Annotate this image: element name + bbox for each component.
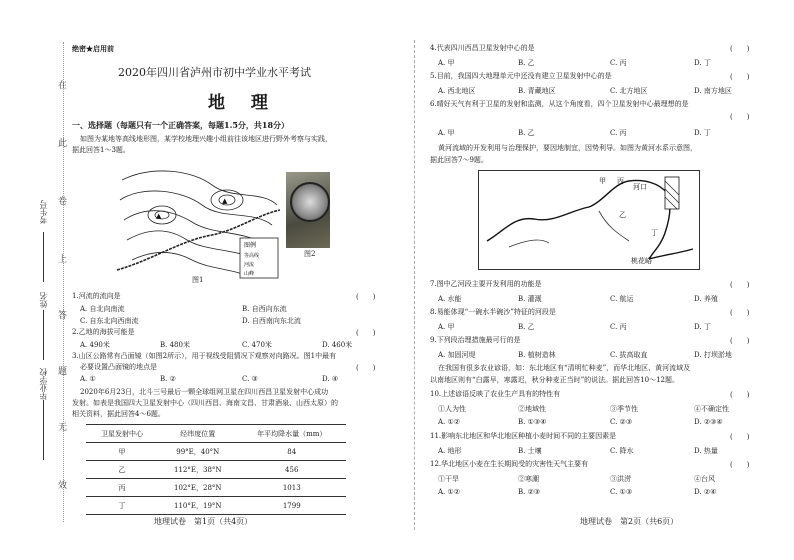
option: A. 甲 [438, 59, 455, 67]
question-10: 10.上述谚语反映了农业生产具有的特性有 [430, 390, 561, 398]
option: B. ②③ [518, 488, 541, 496]
option: C. 降水 [610, 447, 634, 455]
answer-paren: ( ) [730, 281, 750, 289]
option: ①干旱 [438, 475, 459, 483]
passage-line: 相关资料，据此回答4～6题。 [72, 410, 165, 418]
river-label-hekou: 河口 [633, 183, 647, 191]
svg-text:▲: ▲ [156, 212, 162, 220]
option: B. 乙 [518, 59, 535, 67]
option: C. ③ [242, 375, 258, 383]
field-line [43, 310, 44, 360]
option: B. 自西向东流 [242, 305, 287, 313]
field-line [43, 232, 44, 282]
option: D. ②③④ [694, 418, 723, 426]
subject-title: 地 理 [208, 93, 278, 113]
seal-char: 效 [58, 481, 68, 491]
answer-paren: ( ) [730, 433, 750, 441]
option: C. 470米 [242, 341, 272, 349]
seal-char: 答 [58, 311, 68, 321]
legend-item: 山峰 [244, 271, 255, 277]
option: D. 养殖 [694, 295, 718, 303]
river-label-jia: 甲 [599, 177, 606, 185]
seal-char: 无 [58, 423, 68, 433]
option: ④台风 [694, 475, 715, 483]
passage-line: 在我国有很多农业谚语，如：东北地区有“清明忙种麦”，而华北地区、黄河流域及 [438, 364, 691, 372]
svg-text:▲: ▲ [222, 197, 228, 205]
intro-line: 据此回答1～3题。 [72, 146, 130, 154]
option: ③季节性 [610, 405, 638, 413]
option: B. 植树造林 [518, 351, 556, 359]
river-line [487, 181, 670, 260]
option: A. 490米 [80, 341, 110, 349]
option: A. 加固河堤 [438, 351, 476, 359]
table-row: 丙 102°E，28°N 1013 [86, 479, 346, 497]
table-header: 经纬度位置 [158, 425, 237, 443]
option: C. 丙 [610, 59, 627, 67]
option: C. ②③ [610, 418, 633, 426]
option: D. 丁 [694, 323, 711, 331]
option: D. 热量 [694, 447, 718, 455]
binding-margin [0, 0, 66, 560]
option: C. 丙 [610, 323, 627, 331]
option: ②地域性 [518, 405, 546, 413]
question-3-cont: 必要设置凸面镜的地点是 [80, 363, 157, 371]
convex-mirror-photo [286, 172, 330, 248]
question-4: 4.代表四川西昌卫星发射中心的是 [430, 44, 535, 52]
answer-paren: ( ) [730, 113, 750, 121]
question-2: 2.乙地的海拔可能是 [72, 328, 135, 336]
river-label-bing: 丙 [617, 177, 624, 185]
option: ④不确定性 [694, 405, 729, 413]
option: ②寒潮 [518, 475, 539, 483]
passage-line: 以南地区则有“白露早，寒露迟，秋分种麦正当时”的说法。据此回答10～12题。 [430, 376, 679, 384]
table-row: 丁 110°E，19°N 1799 [86, 497, 346, 515]
passage-line: 据此回答7～9题。 [430, 156, 488, 164]
answer-paren: ( ) [730, 461, 750, 469]
seal-char: 题 [58, 367, 68, 377]
page-1 [72, 0, 390, 560]
passage-line: 黄河流域的开发利用与治理保护，要因地制宜，因势利导。如图为黄河水系示意图， [438, 144, 697, 152]
option: C. 自东北向西南流 [80, 317, 139, 325]
option: ①人为性 [438, 405, 466, 413]
answer-paren: ( ) [730, 337, 750, 345]
page-divider [414, 40, 415, 530]
seal-line [63, 42, 64, 522]
question-12: 12.华北地区小麦在生长期间受的灾害性天气主要有 [430, 460, 589, 468]
answer-paren: ( ) [730, 45, 750, 53]
seal-char: 此 [58, 139, 68, 149]
fig2-label: 图2 [304, 250, 316, 258]
option: A. 西北地区 [438, 87, 476, 95]
legend-item: 河流 [244, 262, 255, 268]
seal-char: 卷 [58, 197, 68, 207]
option: A. ①② [438, 418, 461, 426]
option: C. 拔高取直 [610, 351, 648, 359]
option: D. 460米 [322, 341, 353, 349]
option: B. ①③④ [518, 418, 547, 426]
option: A. 水能 [438, 295, 462, 303]
contour-map [112, 160, 282, 286]
option: D. 打坝淤地 [694, 351, 732, 359]
option: A. ① [80, 375, 96, 383]
table-row: 乙 112°E，38°N 456 [86, 461, 346, 479]
option: D. ④ [322, 375, 339, 383]
option: B. 青藏地区 [518, 87, 556, 95]
secret-label: 绝密★启用前 [72, 44, 114, 53]
option: B. 乙 [518, 323, 535, 331]
option: C. 航运 [610, 295, 634, 303]
name-label: 姓名 [39, 292, 48, 308]
question-11: 11.影响东北地区和华北地区种植小麦时间不同的主要因素是 [430, 432, 617, 440]
table-row: 甲 99°E，40°N 84 [86, 443, 346, 461]
examinee-number-label: 考生号 [39, 200, 48, 224]
answer-paren: ( ) [730, 391, 750, 399]
section-heading: 一、选择题（每题只有一个正确答案，每题1.5分，共18分） [72, 120, 290, 130]
mirror-icon [290, 182, 330, 222]
passage-line: 2020年6月23日，北斗三号最后一颗全球组网卫星在四川西昌卫星发射中心成功 [80, 388, 329, 396]
option: C. ①③ [610, 488, 633, 496]
satellite-table [86, 424, 346, 515]
option: B. 土壤 [518, 447, 542, 455]
option: B. 灌溉 [518, 295, 542, 303]
option: A. 甲 [438, 129, 455, 137]
option: A. 自北向南流 [80, 305, 125, 313]
answer-paren: ( ) [730, 73, 750, 81]
option: D. ②④ [694, 488, 717, 496]
question-6: 6.晴好天气有利于卫星的发射和监测，从这个角度看，四个卫星发射中心最理想的是 [430, 100, 689, 108]
seal-char: 在 [58, 81, 68, 91]
fig1-label: 图1 [192, 276, 204, 284]
option: B. ② [160, 375, 176, 383]
question-9: 9.下列段治理措施最可行的是 [430, 336, 521, 344]
question-3: 3.山区公路常有凸面镜（如图2所示），用于视线受阻情况下观察对向路况。图1中最有 [72, 352, 337, 360]
legend-title: 图例 [244, 242, 257, 249]
answer-paren: ( ) [356, 293, 376, 301]
exam-title: 2020年四川省泸州市初中学业水平考试 [118, 66, 311, 79]
option: A. ①② [438, 488, 461, 496]
seal-char: 上 [58, 255, 68, 265]
table-header: 年平均降水量（mm） [237, 425, 346, 443]
page-2 [430, 0, 775, 560]
river-label-ding: 丁 [651, 229, 658, 237]
option: D. 自西南向东北流 [242, 317, 301, 325]
option: B. 乙 [518, 129, 535, 137]
answer-paren: ( ) [356, 329, 376, 337]
answer-paren: ( ) [356, 364, 376, 372]
option: B. 480米 [160, 341, 190, 349]
footer-left: 地理试卷 第1页（共4页） [154, 517, 253, 526]
option: D. 南方地区 [694, 87, 732, 95]
question-5: 5.目前，我国四大地理单元中还没有建立卫星发射中心的是 [430, 72, 612, 80]
river-label-taohuayu: 桃花峪 [631, 257, 652, 265]
table-header: 卫星发射中心 [86, 425, 158, 443]
river-label-yi: 乙 [619, 211, 626, 219]
option: A. 地形 [438, 447, 462, 455]
option: C. 丙 [610, 129, 627, 137]
option: C. 北方地区 [610, 87, 648, 95]
passage-line: 发射。如表是我国四大卫星发射中心（四川西昌、海南文昌、甘肃酒泉、山西太原）的 [72, 399, 338, 407]
option: A. 甲 [438, 323, 455, 331]
question-1: 1.河流的流向是 [72, 292, 121, 300]
option: ③洪涝 [610, 475, 631, 483]
field-line [43, 400, 44, 460]
option: D. 丁 [694, 129, 711, 137]
legend-item: 等高线 [244, 253, 260, 259]
option: D. 丁 [694, 59, 711, 67]
school-label: 毕业学校 [39, 368, 48, 400]
intro-line: 如图为某地等高线地形图，某学校地理兴趣小组前往该地区进行野外考察与实践， [80, 135, 332, 143]
answer-paren: ( ) [730, 309, 750, 317]
question-8: 8.易能体现“一碗水半碗沙”特征的河段是 [430, 308, 556, 316]
yellow-river-map [478, 170, 700, 270]
question-7: 7.图中乙河段主要开发利用的功能是 [430, 280, 542, 288]
footer-right: 地理试卷 第2页（共6页） [580, 517, 679, 526]
